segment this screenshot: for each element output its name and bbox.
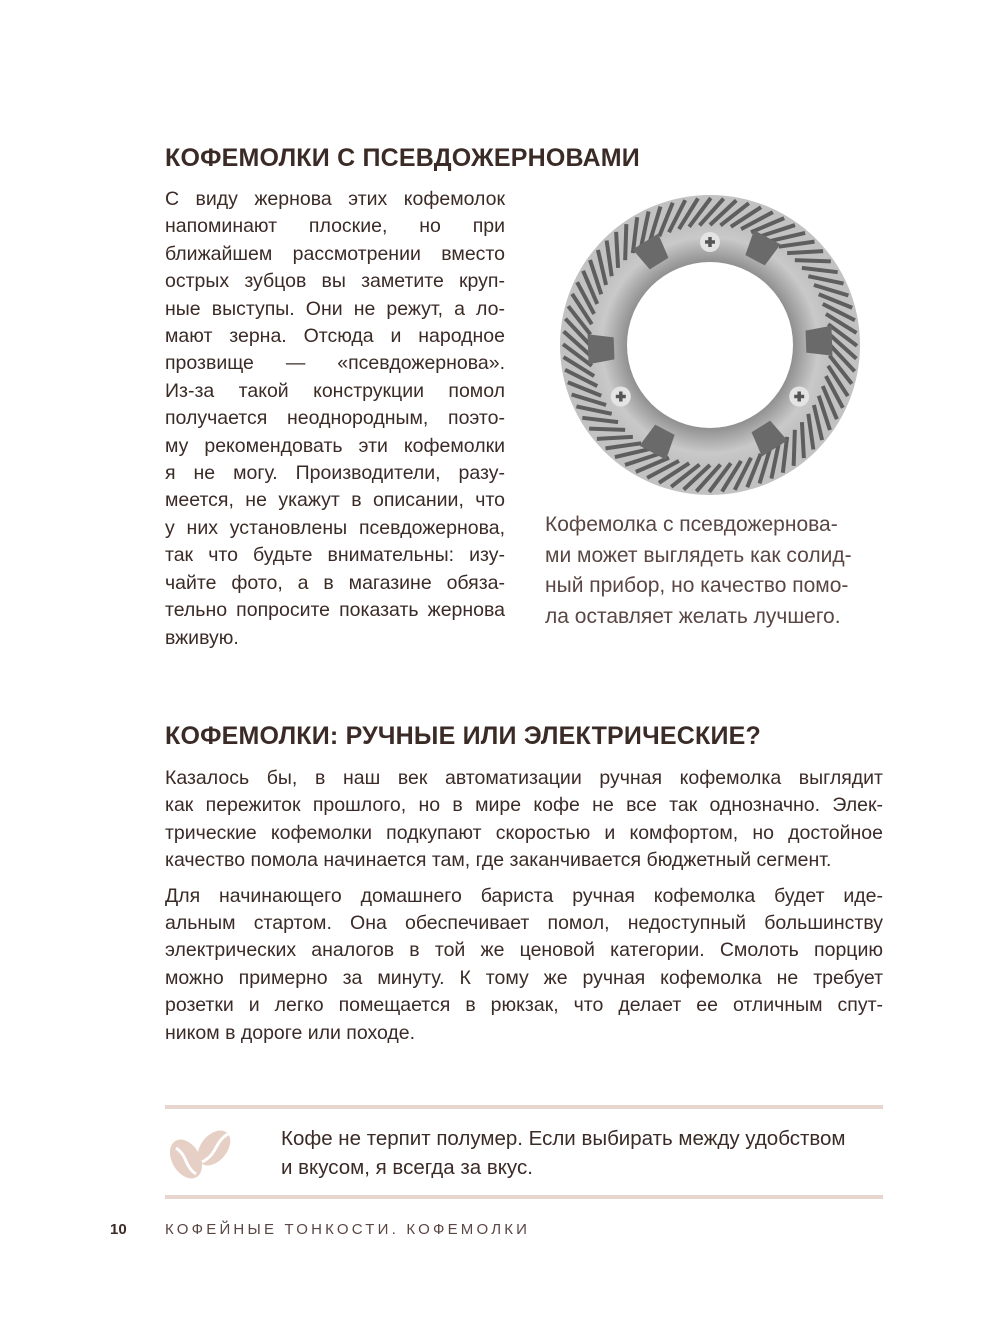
text-line: вживую. (165, 626, 239, 649)
burr-tooth (802, 422, 804, 458)
text-line: у них установлены псевдожернова, (165, 516, 505, 539)
section-heading-manual-vs-electric: КОФЕМОЛКИ: РУЧНЫЕ ИЛИ ЭЛЕКТРИЧЕСКИЕ? (165, 722, 761, 750)
text-line: Казалось бы, в наш век автоматизации ручная кофемолка выглядит (165, 767, 883, 789)
text-line: получается неоднородным, поэто- (165, 407, 505, 430)
text-line: ми может выглядеть как солид- (545, 543, 852, 567)
text-line: и вкусом, я всегда за вкус. (281, 1156, 533, 1179)
callout-bottom-rule (165, 1195, 883, 1199)
burr-lug (588, 333, 615, 364)
page-number: 10 (110, 1221, 127, 1238)
screw-icon (611, 387, 631, 407)
callout-quote (281, 1124, 883, 1182)
text-line: му рекомендовать эти кофемолки (165, 434, 505, 457)
text-line: качество помола начинается там, где заканчивается бюджетный сегмент. (165, 849, 832, 872)
text-line: ником в дороге или походе. (165, 1021, 416, 1044)
burr-tooth (589, 429, 625, 430)
paragraph-1 (165, 765, 883, 875)
text-line: розетки и легко помещается в рюкзак, что делает ее отличным спут- (165, 994, 883, 1017)
text-line: острых зубцов вы заметите круп- (165, 270, 505, 293)
screw-icon (700, 232, 720, 252)
text-line: меется, не укажут в описании, что (165, 489, 505, 512)
coffee-bean-icon (162, 1126, 238, 1180)
burr-tooth (794, 430, 795, 466)
text-line: я не могу. Производители, разу- (165, 462, 505, 485)
text-line: ла оставляет желать лучшего. (545, 604, 841, 628)
text-line: С виду жернова этих кофемолок (165, 188, 505, 210)
text-line: трические кофемолки подкупают скоростью и комфортом, но достойное (165, 821, 883, 844)
text-line: так что будьте внимательны: изу- (165, 544, 505, 567)
paragraph-2 (165, 883, 883, 1047)
text-line: можно примерно за минуту. К тому же ручная кофемолка не требует (165, 966, 883, 989)
manual-vs-electric-text (165, 765, 883, 1047)
text-line: Из-за такой конструкции помол (165, 379, 505, 402)
text-line: ные выступы. Они не режут, а ло- (165, 297, 505, 320)
burr-tooth (597, 437, 633, 439)
text-line: напоминают плоские, но при (165, 215, 505, 238)
burr-tooth (625, 224, 626, 260)
text-line: ный прибор, но качество помо- (545, 574, 849, 597)
section-heading-pseudo-burrs: КОФЕМОЛКИ С ПСЕВДОЖЕРНОВАМИ (165, 144, 640, 172)
text-line: Кофемолка с псевдожернова- (545, 513, 838, 536)
screw-icon (789, 387, 809, 407)
callout-top-rule (165, 1105, 883, 1109)
text-line: тельно попросите показать жернова (165, 599, 505, 622)
text-line: ближайшем рассмотрении вместо (165, 242, 505, 265)
illustration-caption (545, 510, 883, 632)
pseudo-burr-illustration (555, 190, 865, 500)
text-line: чайте фото, а в магазине обяза- (165, 571, 505, 594)
pseudo-burrs-text (165, 186, 505, 652)
running-title: КОФЕЙНЫЕ ТОНКОСТИ. КОФЕМОЛКИ (165, 1221, 531, 1238)
burr-tooth (616, 232, 618, 268)
text-line: Кофе не терпит полумер. Если выбирать между удобством (281, 1127, 846, 1150)
text-line: Для начинающего домашнего бариста ручная кофемолка будет иде- (165, 884, 883, 907)
text-line: мают зерна. Отсюда и народное (165, 325, 505, 348)
text-line: прозвище — «псевдожернова». (165, 352, 505, 375)
burr-lug (805, 326, 832, 357)
burr-tooth (795, 260, 831, 261)
text-line: электрических аналогов в той же ценовой категории. Смолоть порцию (165, 939, 883, 962)
text-line: альным стартом. Она обеспечивает помол, недоступный большинству (165, 912, 883, 935)
burr-tooth (787, 251, 823, 253)
text-line: как пережиток прошлого, но в мире кофе не все так однозначно. Элек- (165, 794, 883, 817)
